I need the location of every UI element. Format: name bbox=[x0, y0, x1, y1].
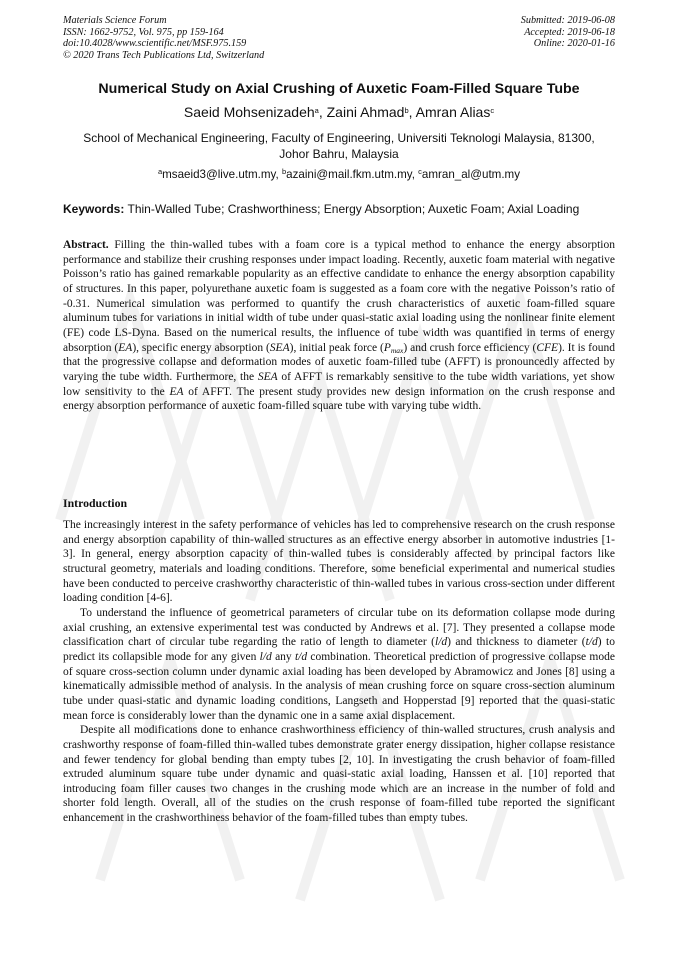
keywords-text: Thin-Walled Tube; Crashworthiness; Energy Absorption; Auxetic Foam; Axial Loading bbox=[127, 202, 580, 216]
online-date: Online: 2020-01-16 bbox=[533, 38, 615, 49]
keywords-label: Keywords: bbox=[63, 202, 125, 216]
author-mark: c bbox=[490, 106, 495, 115]
abstract: Abstract. Filling the thin-walled tubes with a foam core is a typical method to enhance the energy absorption performance and stabilize their crushing responses under impact loading. Recently, auxetic foam material with negative Poisson’s ratio has gained remarkable popularity as an effective candidate to enhance the energy absorption capability of structures. In this paper, polyurethane auxetic foam is suggested as a foam core with the negative Poisson’s ratio of -0.31. Numerical simulation was performed to quantify the crush characteristics of auxetic foam-filled square aluminum tubes for variations in initial width of tube under quasi-static axial loading using the nonlinear finite element (FE) code LS-Dyna. Based on the numerical results, the influence of tube width was quantified in terms of energy absorption (EA), specific energy absorption (SEA), initial peak force $(P_{max})$ and crush force efficiency (CFE). It is found that the progressive collapse and deformation modes of auxetic foam-filled tube (AFFT) is pronouncedly affected by varying the tube width. Furthermore, the SEA of AFFT is remarkably sensitive to the tube width variations, yet show low sensitivity to the EA of AFFT. The present study provides new design information on the crush response and energy absorption performance of auxetic foam-filled square tube with varying tube width. bbox=[63, 239, 615, 413]
author-mark: a bbox=[314, 106, 319, 115]
doi-line: doi:10.4028/www.scientific.net/MSF.975.159 bbox=[63, 38, 247, 49]
paper-title: Numerical Study on Axial Crushing of Auxetic Foam-Filled Square Tube bbox=[98, 81, 580, 97]
abstract-label: Abstract. bbox=[63, 239, 109, 251]
copyright-line: © 2020 Trans Tech Publications Ltd, Switzerland bbox=[63, 49, 265, 61]
author-name: Saeid Mohsenizadeh bbox=[183, 104, 315, 120]
email-link[interactable]: msaeid3@live.utm.my bbox=[162, 168, 276, 181]
accepted-date: Accepted: 2019-06-18 bbox=[524, 26, 615, 38]
issn-line: ISSN: 1662-9752, Vol. 975, pp 159-164 bbox=[63, 26, 224, 38]
section-heading-introduction: Introduction bbox=[63, 496, 128, 510]
submitted-date: Submitted: 2019-06-08 bbox=[520, 15, 615, 26]
paragraph: The increasingly interest in the safety performance of vehicles has led to comprehensive research on the crush response and energy absorption capability of thin-walled structures as an effective energy absorber in automotive industries [1-3]. In general, energy absorption capacity of thin-walled tubes is considerably affected by principal factors like structural geometry, materials and loading conditions. Therefore, some beneficial experimental and numerical studies have been conducted to perceive crashworthy characteristic of thin-walled tubes in various cross-section under different loading condition [4-6]. bbox=[63, 519, 615, 605]
paragraph: To understand the influence of geometrical parameters of circular tube on its deformation collapse mode during axial crushing, an extensive experimental test was conducted by Andrews et al. [7]. They presented a collapse mode classification chart of circular tube regarding the ratio of length to diameter (l/d) and thickness to diameter (t/d) to predict its collapsible mode for any given l/d any t/d combination. Theoretical prediction of progressive collapse mode of square cross-section column under dynamic axial loading has been developed by Abramowicz and Jones [8] using a kinematically admissible method of analysis. In the analysis of mean crushing force on square cross-section aluminum tube under quasi-static and dynamic loading conditions, Langseth and Hopperstad [9] reported that the quasi-static mean force is considerably lower than the dynamic one in a same axial displacement. bbox=[63, 606, 615, 722]
author-name: Zaini Ahmad bbox=[326, 104, 405, 120]
author-name: Amran Alias bbox=[415, 104, 491, 120]
email-link[interactable]: amran_al@utm.my bbox=[421, 168, 521, 181]
email-link[interactable]: azaini@mail.fkm.utm.my bbox=[286, 168, 412, 181]
affiliation: School of Mechanical Engineering, Faculty of Engineering, Universiti Teknologi Malaysia, 81300, Johor Bahru, Malaysia bbox=[83, 131, 595, 161]
author-list: Saeid Mohsenizadeh$^a$, Zaini Ahmad$^b$, Amran Alias$^c$ bbox=[183, 104, 495, 120]
author-mark: b bbox=[404, 106, 409, 115]
paragraph: Despite all modifications done to enhance crashworthiness efficiency of thin-walled structures, crush analysis and crashworthy response of foam-filled thin-walled tubes demonstrate grater energy dissipation, higher collapse resistance and fewer tendency for global bending than empty tubes [2, 10]. In investigating the crush behavior of foam-filled extruded aluminum square tube under dynamic and quasi-static axial loading, Hanssen et al. [10] reported that introducing foam filler causes two changes in the crushing mode which are an increase in the number of fold and shorter fold length. Overall, all of the studies on the crush response of foam-filled tube reported the significant enhancement in the crashworthiness behavior of the foam-filled tubes than empty tubes. bbox=[63, 724, 615, 825]
publication-dates bbox=[521, 15, 615, 50]
journal-name: Materials Science Forum bbox=[63, 15, 167, 26]
publication-info bbox=[63, 15, 264, 61]
author-emails: $^a$msaeid3@live.utm.my, $^b$azaini@mail.fkm.utm.my, $^c$amran_al@utm.my bbox=[157, 167, 521, 181]
introduction-body bbox=[63, 518, 615, 826]
keywords bbox=[63, 202, 615, 216]
